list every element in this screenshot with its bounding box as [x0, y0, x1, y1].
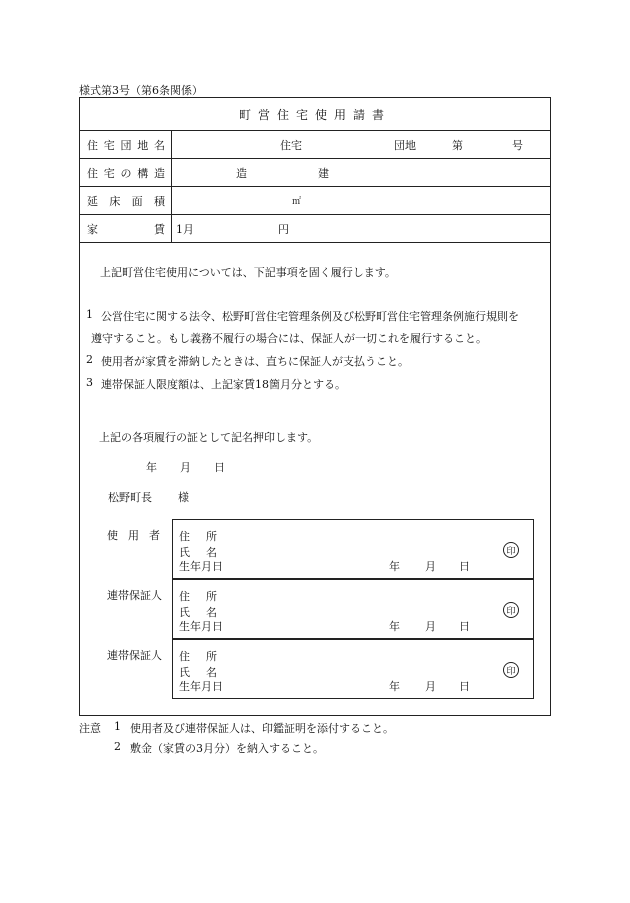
yachin-yen: 円 [278, 222, 289, 236]
date-hi: 日 [214, 461, 225, 474]
note-2-num: 2 [114, 740, 121, 753]
row-yachin-label-text: 家賃 [87, 222, 165, 236]
row-menseki [80, 187, 550, 215]
g2-birth-hi: 日 [459, 680, 470, 693]
user-seal-mark: 印 [503, 542, 519, 558]
danchi-danchi: 団地 [394, 138, 416, 152]
signer-user-label: 使用者 [107, 529, 170, 542]
row-kozo-label [80, 159, 172, 186]
form-title [80, 98, 550, 131]
user-birth-label: 生年月日 [179, 560, 223, 573]
signer-user-box [172, 519, 534, 579]
yachin-month: 1月 [176, 222, 194, 236]
row-yachin [80, 215, 550, 243]
item-3-num: 3 [86, 376, 93, 389]
signer-guarantor-2-box [172, 639, 534, 699]
note-1-num: 1 [114, 720, 121, 733]
item-1-num: 1 [86, 308, 93, 321]
g1-birth-label: 生年月日 [179, 620, 223, 633]
g2-birth-tsuki: 月 [425, 680, 436, 693]
signer-guarantor-1-box [172, 579, 534, 639]
item-1-line1: 公営住宅に関する法令、松野町営住宅管理条例及び松野町営住宅管理条例施行規則を [101, 310, 519, 323]
row-menseki-label [80, 187, 172, 214]
date-tsuki: 月 [180, 461, 191, 474]
g2-seal-mark: 印 [503, 662, 519, 678]
item-2-text: 使用者が家賃を滞納したときは、直ちに保証人が支払うこと。 [101, 355, 409, 368]
g2-birth-nen: 年 [389, 680, 400, 693]
user-birth-tsuki: 月 [425, 560, 436, 573]
g1-birth-hi: 日 [459, 620, 470, 633]
row-yachin-label [80, 215, 172, 242]
date-nen: 年 [146, 461, 157, 474]
item-3-text: 連帯保証人限度額は、上記家賃18箇月分とする。 [101, 378, 346, 391]
user-birth-hi: 日 [459, 560, 470, 573]
g2-name-label: 氏名 [179, 666, 233, 679]
danchi-go: 号 [512, 138, 523, 152]
notes-prefix: 注意 [79, 722, 101, 735]
danchi-dai: 第 [452, 138, 463, 152]
user-name-label: 氏名 [179, 546, 233, 559]
mayor-name: 松野町長 [108, 491, 152, 504]
user-birth-nen: 年 [389, 560, 400, 573]
danchi-jutaku: 住宅 [280, 138, 302, 152]
kozo-zo: 造 [236, 166, 247, 180]
certify-text: 上記の各項履行の証として記名押印します。 [99, 431, 319, 444]
item-1-line2: 遵守すること。もし義務不履行の場合には、保証人が一切これを履行すること。 [91, 332, 487, 345]
row-danchi-label-text: 住宅団地名 [87, 138, 165, 152]
row-menseki-label-text: 延床面積 [87, 194, 165, 208]
intro-text: 上記町営住宅使用については、下記事項を固く履行します。 [100, 266, 396, 279]
row-danchi [80, 131, 550, 159]
g1-seal-mark: 印 [503, 602, 519, 618]
g2-address-label: 住所 [179, 650, 233, 663]
form-number: 様式第3号（第6条関係） [79, 84, 203, 97]
signer-guarantor-2-label: 連帯保証人 [107, 649, 162, 662]
note-2-text: 敷金（家賃の3月分）を納入すること。 [130, 742, 324, 755]
g1-address-label: 住所 [179, 590, 233, 603]
mayor-sama: 様 [178, 491, 189, 504]
g1-name-label: 氏名 [179, 606, 233, 619]
note-1-text: 使用者及び連帯保証人は、印鑑証明を添付すること。 [130, 722, 394, 735]
row-kozo-label-text: 住宅の構造 [87, 166, 165, 180]
user-address-label: 住所 [179, 530, 233, 543]
g2-birth-label: 生年月日 [179, 680, 223, 693]
form-title-text: 町営住宅使用請書 [238, 107, 391, 122]
row-kozo [80, 159, 550, 187]
item-2-num: 2 [86, 353, 93, 366]
menseki-unit: ㎡ [292, 197, 302, 207]
kozo-date: 建 [318, 166, 329, 180]
row-danchi-label [80, 131, 172, 158]
g1-birth-tsuki: 月 [425, 620, 436, 633]
g1-birth-nen: 年 [389, 620, 400, 633]
signer-guarantor-1-label: 連帯保証人 [107, 589, 162, 602]
